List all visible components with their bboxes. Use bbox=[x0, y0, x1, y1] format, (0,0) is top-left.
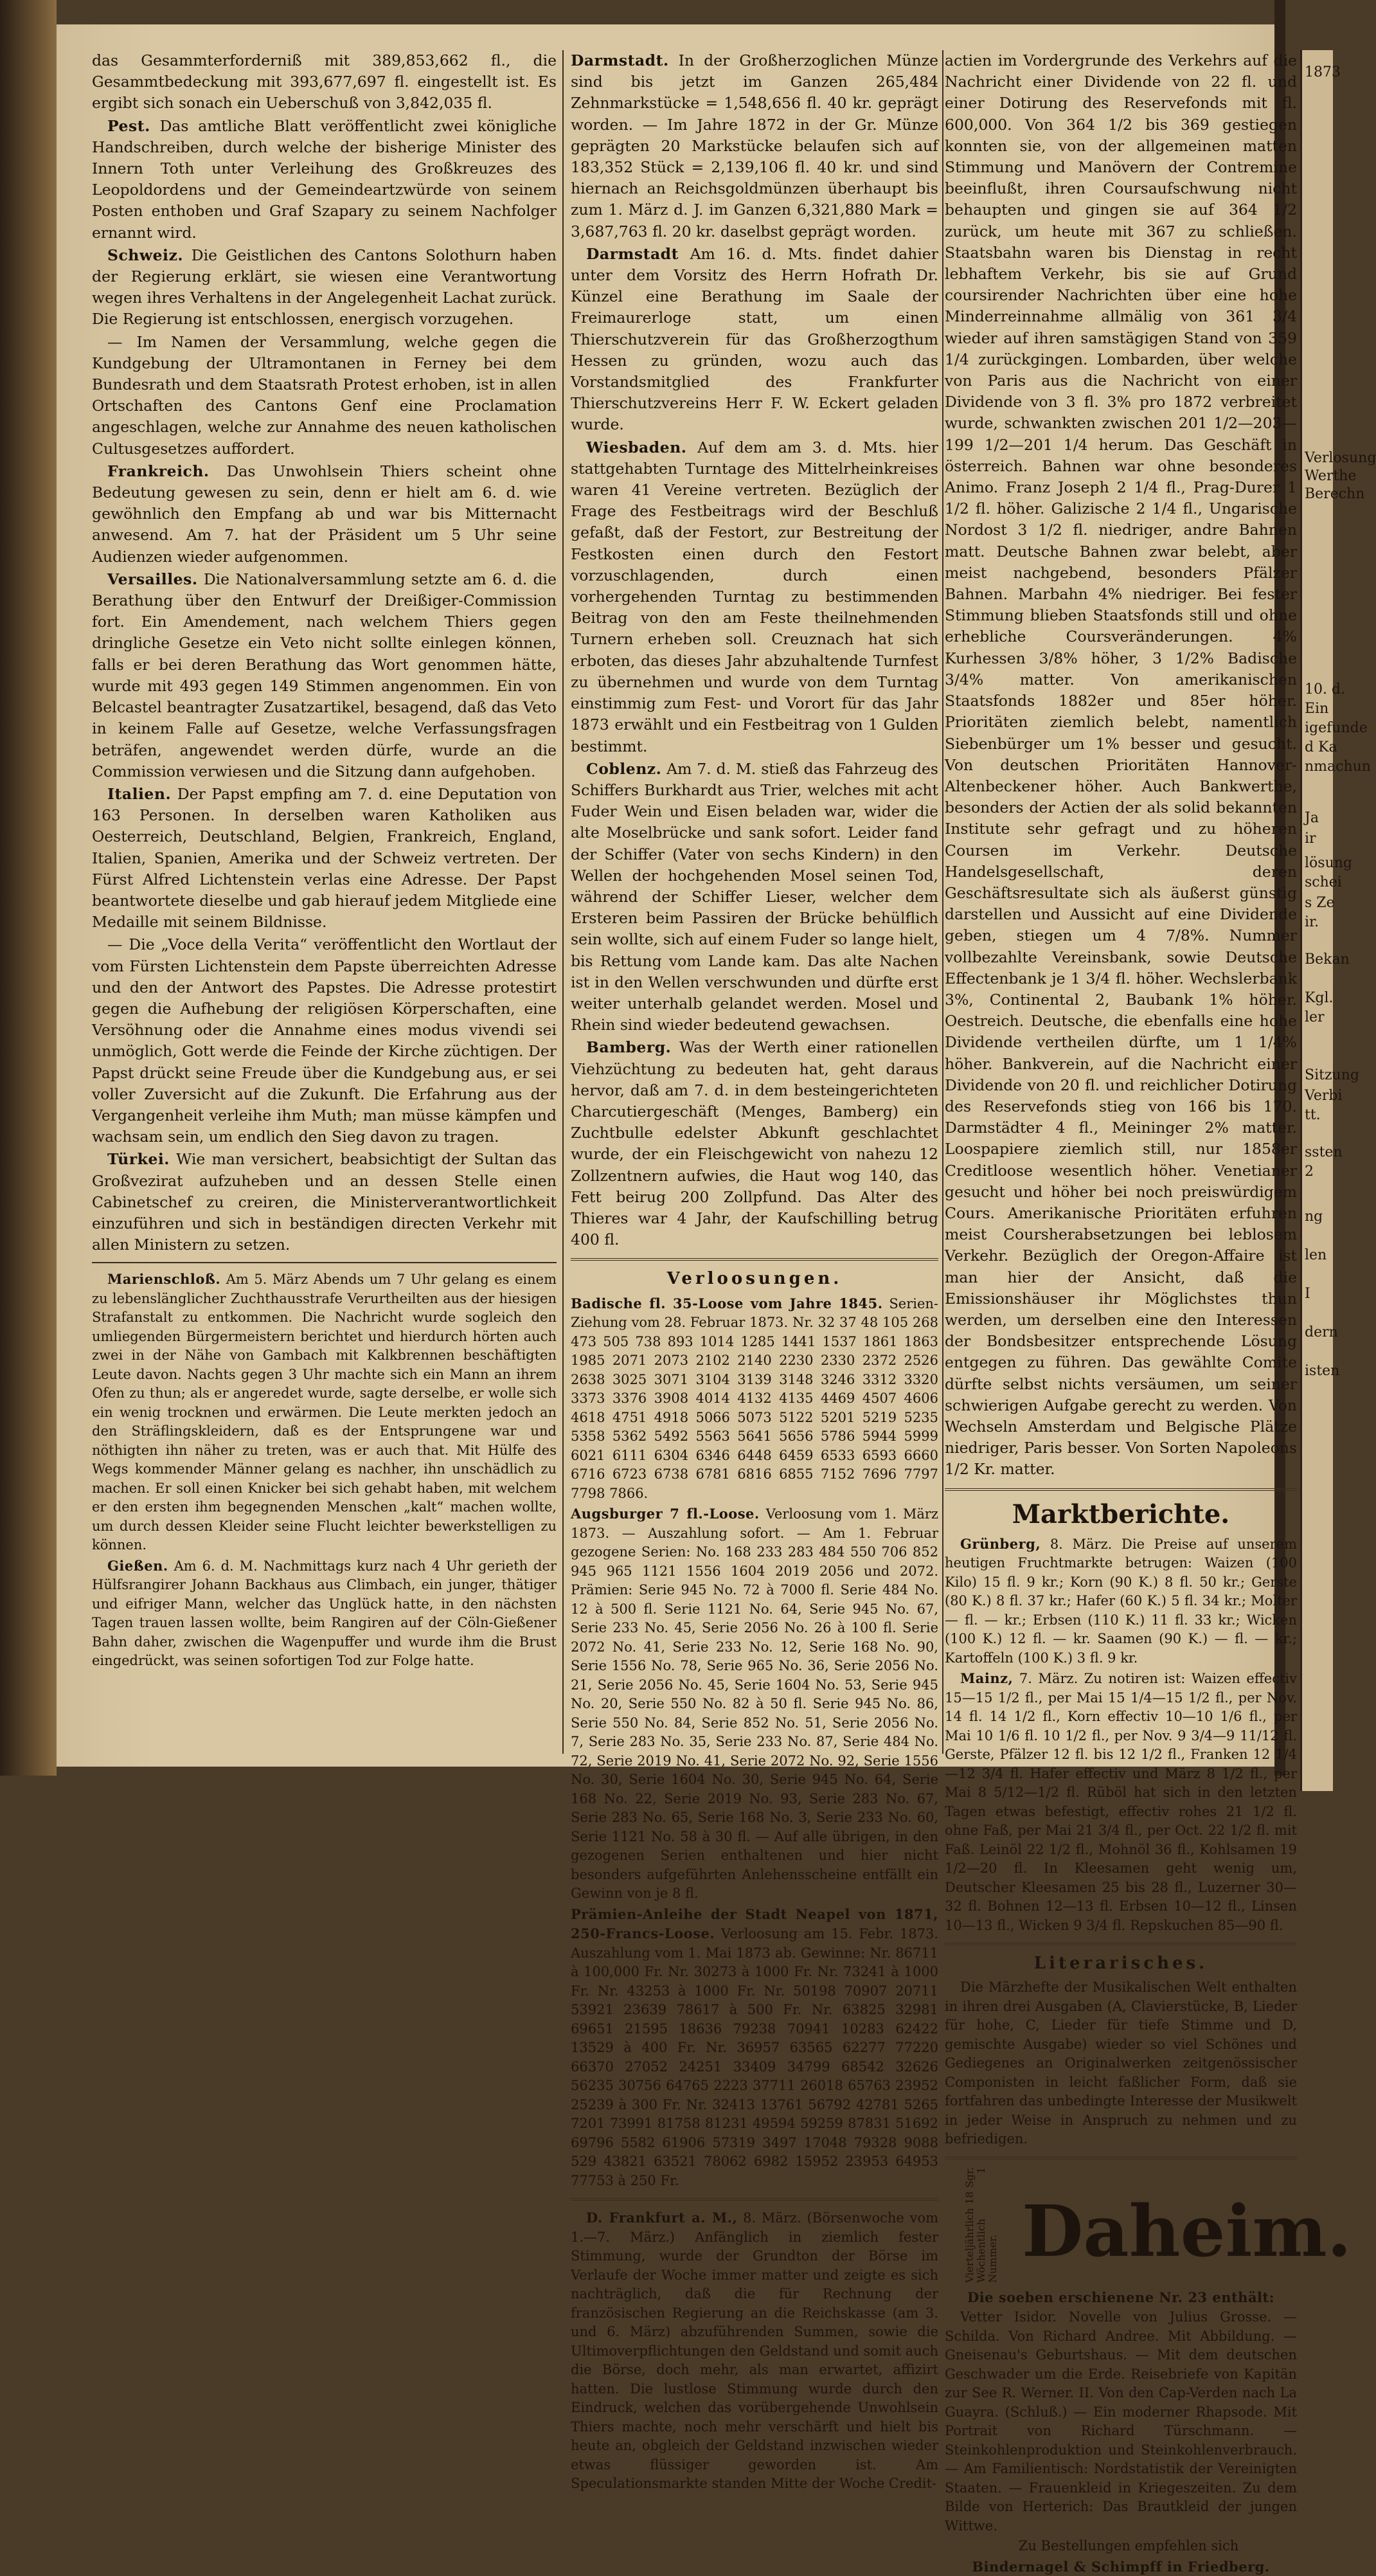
article-paragraph bbox=[92, 569, 557, 782]
divider bbox=[945, 1488, 1297, 1491]
strip-fragment: igefunde bbox=[1305, 720, 1368, 736]
strip-fragment: Sitzung bbox=[1305, 1067, 1359, 1083]
column-1 bbox=[92, 50, 557, 1754]
strip-fragment: Bekan bbox=[1305, 951, 1350, 968]
article-paragraph bbox=[92, 245, 557, 330]
article-paragraph bbox=[571, 1504, 938, 1904]
dateline: Türkei. bbox=[107, 1150, 170, 1169]
strip-fragment: 2 bbox=[1305, 1164, 1314, 1180]
article-text: 8. März. (Börsenwoche vom 1.—7. März.) Anfänglich in ziemlich fester Stimmung, wurde der Grundton der Börse im Verlaufe der Woche immer matter und zeigte es sich nachträglich, daß die für Rechnung der französischen Regierung an die Reichskasse (am 3. und 6. März) abzuführenden Summen, sowie die Ultimoverpflichtungen den Geldstand und somit auch die Börse, doch mehr, als man erwartet, affizirt hatten. Die lustlose Stimmung wurde durch den Eindruck, welchen das vorübergehende Unwohlsein Thiers machte, noch mehr verschärft und hielt bis heute an, obgleich der Geldstand inzwischen wieder etwas flüssiger geworden ist. Am Speculationsmarkte standen Mitte der Woche Credit- bbox=[571, 2210, 938, 2492]
daheim-order: Zu Bestellungen empfehlen sich bbox=[1018, 2538, 1239, 2554]
strip-fragment: nmachun bbox=[1305, 759, 1371, 775]
dateline: Darmstadt bbox=[586, 244, 679, 263]
divider bbox=[571, 1258, 938, 1261]
article-paragraph bbox=[571, 1905, 938, 2191]
divider bbox=[92, 1262, 557, 1263]
article-paragraph bbox=[92, 332, 557, 460]
article-text: Was der Werth einer rationellen Viehzüchtung zu bedeuten hat, geht daraus hervor, daß am 7. d. in dem besteingerichteten Charcutiergeschäft (Menges, Bamberg) ein Zuchtbulle edelster Abkunft geschlachtet wurde, der ein Fleischgewicht von nahezu 12 Zollzentnern aufwies, die Haut wog 140, das Fett beirug 200 Zollpfund. Das Alter des Thieres war 4 Jahr, der Kaufschilling betrug 400 fl. bbox=[571, 1038, 938, 1249]
strip-fragment: Ja bbox=[1305, 810, 1319, 826]
article-paragraph bbox=[945, 1535, 1297, 1668]
article-text: — Im Namen der Versammlung, welche gegen die Kundgebung der Ultramontanen in Ferney bei dem Bundesrath und dem Staatsrath Protest erhoben, ist in allen Ortschaften des Cantons Genf eine Proclamation angeschlagen, welche zur Annahme des neuen katholischen Cultusgesetzes auffordert. bbox=[92, 332, 557, 458]
column-rule bbox=[562, 50, 564, 1754]
strip-fragment: 10. d. bbox=[1305, 681, 1346, 698]
strip-fragment: schei bbox=[1305, 874, 1342, 890]
strip-fragment: Kgl. bbox=[1305, 990, 1334, 1006]
strip-fragment: Werthe bbox=[1305, 468, 1357, 484]
article-paragraph bbox=[92, 116, 557, 244]
strip-fragment: ng bbox=[1305, 1209, 1323, 1225]
daheim-subscription: Vierteljährlich 18 Sgr. Wöchentlich 1 Nummer. bbox=[963, 2166, 999, 2283]
divider bbox=[945, 1943, 1297, 1945]
daheim-title: Daheim. bbox=[1022, 2189, 1352, 2273]
article-text: Verloosung am 15. Febr. 1873. Auszahlung vom 1. Mai 1873 ab. Gewinne: Nr. 86711 à 100,000 Fr. Nr. 30273 à 1000 Fr. Nr. 73241 à 1000 Fr. Nr. 43253 à 1000 Fr. Nr. 50198 70907 20711 53921 23639 78617 à 500 Fr. Nr. 63825 32981 69651 21595 18636 79238 70941 10283 62422 13529 à 400 Fr. Nr. 36957 63565 62277 77220 66370 27052 24251 33409 34799 68542 32626 56235 30756 64765 2223 37711 26018 65763 23952 25239 à 300 Fr. Nr. 32413 13761 56792 42781 5265 7201 73991 81758 81231 49594 59259 87831 51692 69796 5582 61906 57319 3497 17048 79328 9088 529 43821 63521 78062 6982 15952 23953 64953 77753 à 250 Fr. bbox=[571, 1926, 938, 2188]
daheim-advert bbox=[945, 2166, 1352, 2283]
article-text: Das Unwohlsein Thiers scheint ohne Bedeutung gewesen zu sein, denn er hielt am 6. d. wie gewöhnlich den Empfang ab und war bis Mitternacht anwesend. Am 7. hat der Präsident um 5 Uhr seine Audienzen wieder aufgenommen. bbox=[92, 462, 557, 566]
article-text: Die Nationalversammlung setzte am 6. d. die Berathung über den Entwurf der Dreißiger-Commission fort. Ein Amendement, nach welchem Thiers gegen dringliche Gesetze ein Veto nicht sollte einlegen können, falls er bei deren Berathung das Wort genommen hätte, wurde mit 493 gegen 149 Stimmen angenommen. Ein von Belcastel beantragter Zusatzartikel, besagend, daß das Veto in keinem Falle auf Gesetze, welche Verfassungsfragen beträfen, angewendet werden dürfe, wurde an die Commission verwiesen und die Sitzung dann aufgehoben. bbox=[92, 570, 557, 780]
strip-fragment: Ein bbox=[1305, 701, 1329, 717]
article-paragraph bbox=[571, 244, 938, 436]
strip-fragment: ssten bbox=[1305, 1144, 1343, 1160]
article-text: Das amtliche Blatt veröffentlicht zwei königliche Handschreiben, durch welche der bisherige Minister des Innern Toth unter Verleihung des Großkreuzes des Leopoldordens und der Gemeindeartzwürde von seinem Posten enthoben und Graf Szapary zu seinem Nachfolger ernannt wird. bbox=[92, 116, 557, 242]
article-paragraph bbox=[92, 1270, 557, 1555]
verloosungen-heading: Verloosungen. bbox=[666, 1269, 843, 1289]
article-text: 8. März. Die Preise auf unserem heutigen Fruchtmarkte betrugen: Waizen (100 Kilo) 15 fl. 9 kr.; Korn (90 K.) 8 fl. 50 kr.; Gerste (80 K.) 8 fl. 37 kr.; Hafer (60 K.) 5 fl. 34 kr.; Molter — fl. — kr.; Erbsen (110 K.) 11 fl. 33 kr.; Wicken (100 K.) 12 fl. — kr. Saamen (90 K.) — fl. — kr.; Kartoffeln (100 K.) 3 fl. 9 kr. bbox=[945, 1536, 1297, 1666]
article-text: Verloosung vom 1. März 1873. — Auszahlung sofort. — Am 1. Februar gezogene Serien: No. 168 233 283 484 550 706 852 945 965 1121 1556 1604 2019 2056 und 2072. Prämien: Serie 945 No. 72 à 7000 fl. Serie 484 No. 12 à 500 fl. Serie 1121 No. 64, Serie 945 No. 67, Serie 233 No. 45, Serie 2056 No. 26 à 100 fl. Serie 2072 No. 41, Serie 233 No. 12, Serie 168 No. 90, Serie 1556 No. 78, Serie 965 No. 36, Serie 2056 No. 21, Serie 2056 No. 45, Serie 1604 No. 53, Serie 945 No. 20, Serie 550 No. 82 à 50 fl. Serie 945 No. 86, Serie 550 No. 84, Serie 852 No. 51, Serie 2056 No. 7, Serie 283 No. 35, Serie 233 No. 87, Serie 484 No. 72, Serie 2019 No. 41, Serie 2072 No. 92, Serie 1556 No. 30, Serie 1604 No. 30, Serie 945 No. 64, Serie 168 No. 22, Serie 2019 No. 93, Serie 283 No. 67, Serie 283 No. 65, Serie 168 No. 3, Serie 233 No. 60, Serie 1121 No. 58 à 30 fl. — Auf alle übrigen, in den gezogenen Serien enthaltenen und hier nicht besonders aufgeführten Anlehensscheine entfällt ein Gewinn von je 8 fl. bbox=[571, 1506, 938, 1902]
article-paragraph bbox=[571, 1294, 938, 1504]
article-paragraph bbox=[945, 1669, 1297, 1935]
article-paragraph bbox=[945, 50, 1297, 1481]
article-text: Die Geistlichen des Cantons Solothurn haben der Regierung erklärt, sie wiesen eine Verantwortung wegen ihres Verhaltens in der Angelegenheit Lachat zurück. Die Regierung ist entschlossen, energisch vorzugehen. bbox=[92, 246, 557, 329]
article-text: Der Papst empfing am 7. d. eine Deputation von 163 Personen. In derselben waren Katholiken aus Oesterreich, Deutschland, Belgien, Frankreich, England, Italien, Spanien, Amerika und der Schweiz vertreten. Der Fürst Alfred Lichtenstein verlas eine Adresse. Der Papst beantwortete dieselbe und gab hierauf jedem Mitgliede eine Medaille mit seinem Bildnisse. bbox=[92, 784, 557, 932]
marktberichte-heading: Marktberichte. bbox=[1012, 1499, 1230, 1529]
article-text: Wie man versichert, beabsichtigt der Sultan das Großvezirat aufzuheben und an dessen Stelle einen Cabinetschef zu creiren, die Ministerverantwortlichkeit einzuführen und sich in beständigen directen Verkehr mit allen Ministern zu setzen. bbox=[92, 1150, 557, 1254]
newspaper-page bbox=[57, 24, 1376, 2575]
divider bbox=[945, 2157, 1297, 2159]
strip-fragment: lösung bbox=[1305, 855, 1352, 871]
strip-fragment: ir bbox=[1305, 831, 1316, 847]
column-2 bbox=[571, 50, 938, 2492]
strip-fragment: 1873 bbox=[1305, 64, 1341, 80]
article-text: Auf dem am 3. d. Mts. hier stattgehabten Turntage des Mittelrheinkreises waren 41 Vereine vertreten. Bezüglich der Frage des Festbeitrags wird der Beschluß gefaßt, daß der Festort, zur Bestreitung der Festkosten einen durch den Festort vorzuschlagenden, durch einen vorhergehenden Turntag zu bestimmenden Beitrag von den am Feste theilnehmenden Turnern erheben soll. Creuznach hat sich erboten, das dieses Jahr abzuhaltende Turnfest zu übernehmen und wurde von dem Turntag einstimmig zum Fest- und Vorort für das Jahr 1873 erwählt und ein Festbeitrag von 1 Gulden bestimmt. bbox=[571, 438, 938, 755]
dateline: Marienschloß. bbox=[107, 1271, 221, 1288]
binding-left bbox=[0, 0, 57, 1776]
strip-fragment: ler bbox=[1305, 1009, 1325, 1025]
article-paragraph bbox=[92, 784, 557, 933]
article-paragraph bbox=[92, 1556, 557, 1671]
dateline: Coblenz. bbox=[586, 759, 662, 778]
strip-fragment: Verbi bbox=[1305, 1088, 1343, 1104]
article-text: das Gesammterforderniß mit 389,853,662 fl., die Gesammtbedeckung mit 393,677,697 fl. eingestellt ist. Es ergibt sich sonach ein Ueberschuß von 3,842,035 fl. bbox=[92, 51, 557, 113]
dateline: Wiesbaden. bbox=[586, 438, 687, 456]
article-text: Am 5. März Abends um 7 Uhr gelang es einem zu lebenslänglicher Zuchthausstrafe Verurtheilten aus der hiesigen Strafanstalt zu entkommen. Die Nachricht wurde sogleich den umliegenden Bürgermeistern berichtet und hierdurch hörten auch zwei in der Nähe von Gambach mit Kalkbrennen beschäftigten Leute davon. Nachts gegen 3 Uhr machte sich ein Mann an ihrem Ofen zu thun; als er angeredet wurde, sagte derselbe, er wolle sich ein wenig trocknen und erwärmen. Die Leute merkten jedoch an den Sträflingskleidern, daß es der Entsprungene war und nöthigten ihn näher zu treten, was er auch that. Mit Hülfe des Wegs kommender Männer gelang es nachher, ihn unschädlich zu machen. Er soll einen Knicker bei sich gehabt haben, mit welchem er den ersten ihm begegnenden Menschen „kalt“ machen wollte, um durch dessen Kleider seine Flucht leichter bewerkstelligen zu können. bbox=[92, 1272, 557, 1553]
article-paragraph bbox=[92, 1149, 557, 1256]
dateline: Schweiz. bbox=[107, 246, 184, 264]
strip-fragment: d Ka bbox=[1305, 739, 1337, 755]
strip-fragment: isten bbox=[1305, 1363, 1340, 1379]
strip-fragment: I bbox=[1305, 1286, 1310, 1302]
dateline: Italien. bbox=[107, 784, 172, 803]
divider bbox=[571, 2198, 938, 2201]
article-text: — Die „Voce della Verita“ veröffentlicht den Wortlaut der vom Fürsten Lichtenstein dem Papste überreichten Adresse und den der Antwort des Papstes. Die Adresse protestirt gegen die Aufhebung der religiösen Körperschaften, eine Versöhnung oder die Annahme eines modus vivendi sei unmöglich, Gott werde die Feinde der Kirche züchtigen. Der Papst drückt seine Freude über die Kundgebung aus, er sei voller Zuversicht auf die Zukunft. Die Erfahrung aus der Vergangenheit verleihe ihm Muth; man müsse kämpfen und wachsam sein, um endlich den Sieg davon zu tragen. bbox=[92, 935, 557, 1146]
article-text: Am 7. d. M. stieß das Fahrzeug des Schiffers Burkhardt aus Trier, welches mit acht Fuder Wein und Eisen beladen war, wider die alte Moselbrücke und sank sofort. Leider fand der Schiffer (Vater von sechs Kindern) in den Wellen der hochgehenden Mosel seinen Tod, während der Schiffer Lieser, welcher dem Ersteren beim Passiren der Brücke behülflich sein wollte, sich auf einem Fuder so lange hielt, bis Rettung vom Lande kam. Das alte Nachen ist in den Wellen verschwunden und dürfte erst weiter unterhalb gelandet werden. Mosel und Rhein sind wieder bedeutend gewachsen. bbox=[571, 759, 938, 1034]
article-text: actien im Vordergrunde des Verkehrs auf die Nachricht einer Dividende von 22 fl. und einer Dotirung des Reservefonds mit fl. 600,000. Von 364 1/2 bis 369 gestiegen konnten sie, von der allgemeinen matten Stimmung und Manövern der Contremine beeinflußt, ihren Coursaufschwung nicht behaupten und gingen sie auf 364 1/2 zurück, um heute mit 367 zu schließen. Staatsbahn waren bis Dienstag in recht lebhaftem Verkehr, bis sie auf Grund coursirender Nachrichten über eine hohe Minderreinnahme allmälig von 361 3/4 wieder auf ihren samstägigen Stand von 359 1/4 zurückgingen. Lombarden, über welche von Paris aus die Nachricht von einer Dividende von 3 fl. 3% pro 1872 verbreitet wurde, schwankten zwischen 201 1/2—203—199 1/2—201 1/4 herum. Das Geschäft in österreich. Bahnen war ohne besonderes Animo. Franz Joseph 2 1/4 fl., Prag-Durer 1 1/2 fl. höher. Galizische 2 1/4 fl., Ungarische Nordost 3 1/2 fl. niedriger, andre Bahnen matt. Deutsche Bahnen zwar belebt, aber meist nachgebend, besonders Pfälzer Bahnen. Marbahn 4% niedriger. Bei fester Stimmung blieben Staatsfonds still und ohne erhebliche Coursveränderungen. 4% Kurhessen 3/8% höher, 3 1/2% Badische 3/4% matter. Von amerikanischen Staatsfonds 1882er und 85er höher. Prioritäten ziemlich belebt, namentlich Siebenbürger um 1% besser und gesucht. Von deutschen Prioritäten Hannover-Altenbeckener höher. Auch Bankwerthe, besonders der Actien der als solid bekannten Institute sehr gefragt und zu höheren Coursen im Verkehr. Deutsche Handelsgesellschaft, deren Geschäftsresultate sich als äußerst günstig darstellen und Aussicht auf eine Dividende geben, stiegen um 4 7/8%. Nummer vollbezahlte Vereinsbank, sowie Deutsche Effectenbank je 1 3/4 fl. höher. Wechslerbank 3%, Continental 2, Baubank 1% höher. Oestreich. Deutsche, die ebenfalls eine hohe Dividende vertheilen dürfte, um 1 1/4% höher. Bankverein, auf die Nachricht einer Dividende von 20 fl. und reichlicher Dotirung des Reservefonds stieg von 166 bis 170. Darmstädter 4 fl., Meininger 2% matter. Loospapiere ziemlich still, nur 1858er Creditloose wesentlich höher. Venetianer gesucht und höher bei noch preiswürdigem Cours. Amerikanische Prioritäten erfuhren meist Coursherabsetzungen bei leblosem Verkehr. Bezüglich der Oregon-Affaire ist man hier der Ansicht, daß die Emissionshäuser ihr Möglichstes thun werden, um derselben eine den Interessen der Bondsbesitzer entsprechende Lösung entgegen zu führen. Das gewählte Comite dürfte selbst nichts versäumen, um seiner schwierigen Aufgabe gerecht zu werden. Von Wechseln Amsterdam und Belgische Plätze niedriger, Paris besser. Von Sorten Napoleons 1/2 Kr. matter. bbox=[945, 51, 1297, 1479]
strip-fragment: dern bbox=[1305, 1324, 1338, 1340]
dateline: Gießen. bbox=[107, 1557, 168, 1574]
dateline: Mainz, bbox=[960, 1670, 1014, 1687]
article-paragraph bbox=[571, 2208, 938, 2494]
strip-fragment: Verlosung bbox=[1305, 450, 1376, 466]
strip-fragment: Berechn bbox=[1305, 486, 1365, 502]
daheim-firm: Bindernagel & Schimpff in Friedberg. bbox=[972, 2558, 1270, 2575]
column-rule bbox=[942, 50, 943, 1754]
article-text: 7. März. Zu notiren ist: Waizen effectiv 15—15 1/2 fl., per Mai 15 1/4—15 1/2 fl., per Nov. 14 fl. 14 1/2 fl., Korn effectiv 10—10 1/6 fl., per Mai 10 1/6 fl. 10 1/2 fl., per Nov. 9 3/4—9 11/12 fl. Gerste, Pfälzer 12 fl. bis 12 1/2 fl., Franken 12 1/4—12 3/4 fl. Hafer effectiv und März 8 1/2 fl., per Mai 8 5/12—1/2 fl. Rüböl hat sich in den letzten Tagen etwas befestigt, effectiv rohes 21 1/2 fl. ohne Faß, per Mai 21 3/4 fl., per Oct. 22 1/2 fl. mit Faß. Leinöl 22 1/2 fl., Mohnöl 36 fl., Kohlsamen 19 1/2—20 fl. In Kleesamen geht wenig um, Deutscher Kleesamen 25 bis 28 fl., Luzerner 30—32 fl. Bohnen 12—13 fl. Erbsen 10—12 fl., Linsen 10—13 fl., Wicken 9 3/4 fl. Repskuchen 85—90 fl. bbox=[945, 1671, 1297, 1933]
strip-fragment: len bbox=[1305, 1247, 1327, 1263]
strip-fragment: tt. bbox=[1305, 1107, 1321, 1123]
literary-notice: Die Märzhefte der Musikalischen Welt enthalten in ihren drei Ausgaben (A, Clavierstücke, B, Lieder für hohe, C, Lieder für tiefe Stimme und D, gemischte Ausgabe) wieder so viel Schönes und Gediegenes an Originalwerken zeitgenössischer Componisten in leicht faßlicher Form, daß sie fortfahren das unbedingte Interesse der Musikwelt in jeder Weise in Anspruch zu nehmen und zu befriedigen. bbox=[945, 1979, 1297, 2147]
literarisches-heading: Literarisches. bbox=[1033, 1954, 1208, 1974]
lottery-lists bbox=[571, 1294, 938, 2191]
dateline: Augsburger 7 fl.-Loose. bbox=[571, 1506, 760, 1522]
article-paragraph bbox=[92, 461, 557, 568]
dateline: Pest. bbox=[107, 116, 150, 135]
dateline: Bamberg. bbox=[586, 1038, 672, 1057]
article-text: Serien-Ziehung vom 28. Februar 1873. Nr. 32 37 48 105 268 473 505 738 893 1014 1285 1441 1537 1861 1863 1985 2071 2073 2102 2140 2230 2330 2372 2526 2638 3025 3071 3104 3139 3148 3246 3312 3320 3373 3376 3908 4014 4132 4135 4469 4507 4606 4618 4751 4918 5066 5073 5122 5201 5219 5235 5358 5362 5492 5563 5641 5656 5786 5944 5999 6021 6111 6304 6346 6448 6459 6533 6593 6660 6716 6723 6738 6781 6816 6855 7152 7696 7797 7798 7866. bbox=[571, 1295, 938, 1501]
dateline: Prämien-Anleihe der Stadt Neapel von 1871, 250-Francs-Loose. bbox=[571, 1905, 938, 1942]
article-paragraph bbox=[92, 50, 557, 114]
article-text: In der Großherzoglichen Münze sind bis jetzt im Ganzen 265,484 Zehnmarkstücke = 1,548,656 fl. 40 kr. geprägt worden. — Im Jahre 1872 in der Gr. Münze geprägten 20 Markstücke belaufen sich auf 183,352 Stück = 2,139,106 fl. 40 kr. und sind hiernach an Reichsgoldmünzen überhaupt bis zum 1. März d. J. im Ganzen 6,321,880 Mark = 3,687,763 fl. 20 kr. daselbst geprägt worden. bbox=[571, 51, 938, 240]
news-articles bbox=[92, 50, 557, 1256]
strip-fragment: ir. bbox=[1305, 914, 1319, 930]
regional-news bbox=[571, 50, 938, 1250]
daheim-contents: Vetter Isidor. Novelle von Julius Grosse. — Schilda. Von Richard Andree. Mit Abbildung. — Gneisenau's Geburtshaus. — Mit dem deutschen Geschwader um die Erde. Reisebriefe von Kapitän zur See R. Werner. II. Von den Cap-Verden nach La Guayra. (Schluß.) — Ein moderner Rhapsode. Mit Portrait von Richard Türschmann. — Steinkohlenproduktion und Steinkohlenverbrauch. — Am Familientisch: Nordstatistik der Vereinigten Staaten. — Frauenkleid in Kriegeszeiten. Zu dem Bilde von Herterich: Das Brautkleid der jungen Wittwe. bbox=[945, 2309, 1297, 2534]
article-paragraph bbox=[571, 759, 938, 1036]
strip-fragment: s Ze bbox=[1305, 895, 1335, 911]
adjacent-page-strip bbox=[1300, 50, 1376, 1791]
dateline: Versailles. bbox=[107, 570, 198, 588]
market-reports bbox=[945, 1535, 1297, 1936]
article-paragraph bbox=[571, 50, 938, 242]
frankfurt-exchange-report bbox=[571, 2208, 938, 2494]
dateline: Frankreich. bbox=[107, 462, 210, 480]
article-paragraph bbox=[571, 1037, 938, 1250]
exchange-report-continued bbox=[945, 50, 1297, 1481]
dateline: Badische fl. 35-Loose vom Jahre 1845. bbox=[571, 1295, 883, 1311]
dateline: Grünberg, bbox=[960, 1535, 1041, 1552]
daheim-intro: Die soeben erschienene Nr. 23 enthält: bbox=[967, 2289, 1274, 2305]
article-text: Am 16. d. Mts. findet dahier unter dem Vorsitz des Herrn Hofrath Dr. Künzel eine Berathung im Saale der Freimaurerloge statt, um einen Thierschutzverein für das Großherzogthum Hessen zu gründen, wozu auch das Vorstandsmitglied des Frankfurter Thierschutzvereins Herr F. W. Eckert geladen wurde. bbox=[571, 244, 938, 434]
article-paragraph bbox=[571, 437, 938, 757]
article-text: Am 6. d. M. Nachmittags kurz nach 4 Uhr gerieth der Hülfsrangirer Johann Backhaus aus Climbach, ein junger, thätiger und eifriger Mann, welcher das Unglück hatte, in den nächsten Tagen trauen lassen wollte, beim Rangiren auf der Cöln-Gießener Bahn daher, zwischen die Wagenpuffer und wurde ihm die Brust eingedrückt, was seinen sofortigen Tod zur Folge hatte. bbox=[92, 1558, 557, 1669]
local-news bbox=[92, 1270, 557, 1671]
dateline: D. Frankfurt a. M., bbox=[586, 2210, 738, 2226]
article-paragraph bbox=[92, 934, 557, 1148]
dateline: Darmstadt. bbox=[571, 51, 669, 69]
